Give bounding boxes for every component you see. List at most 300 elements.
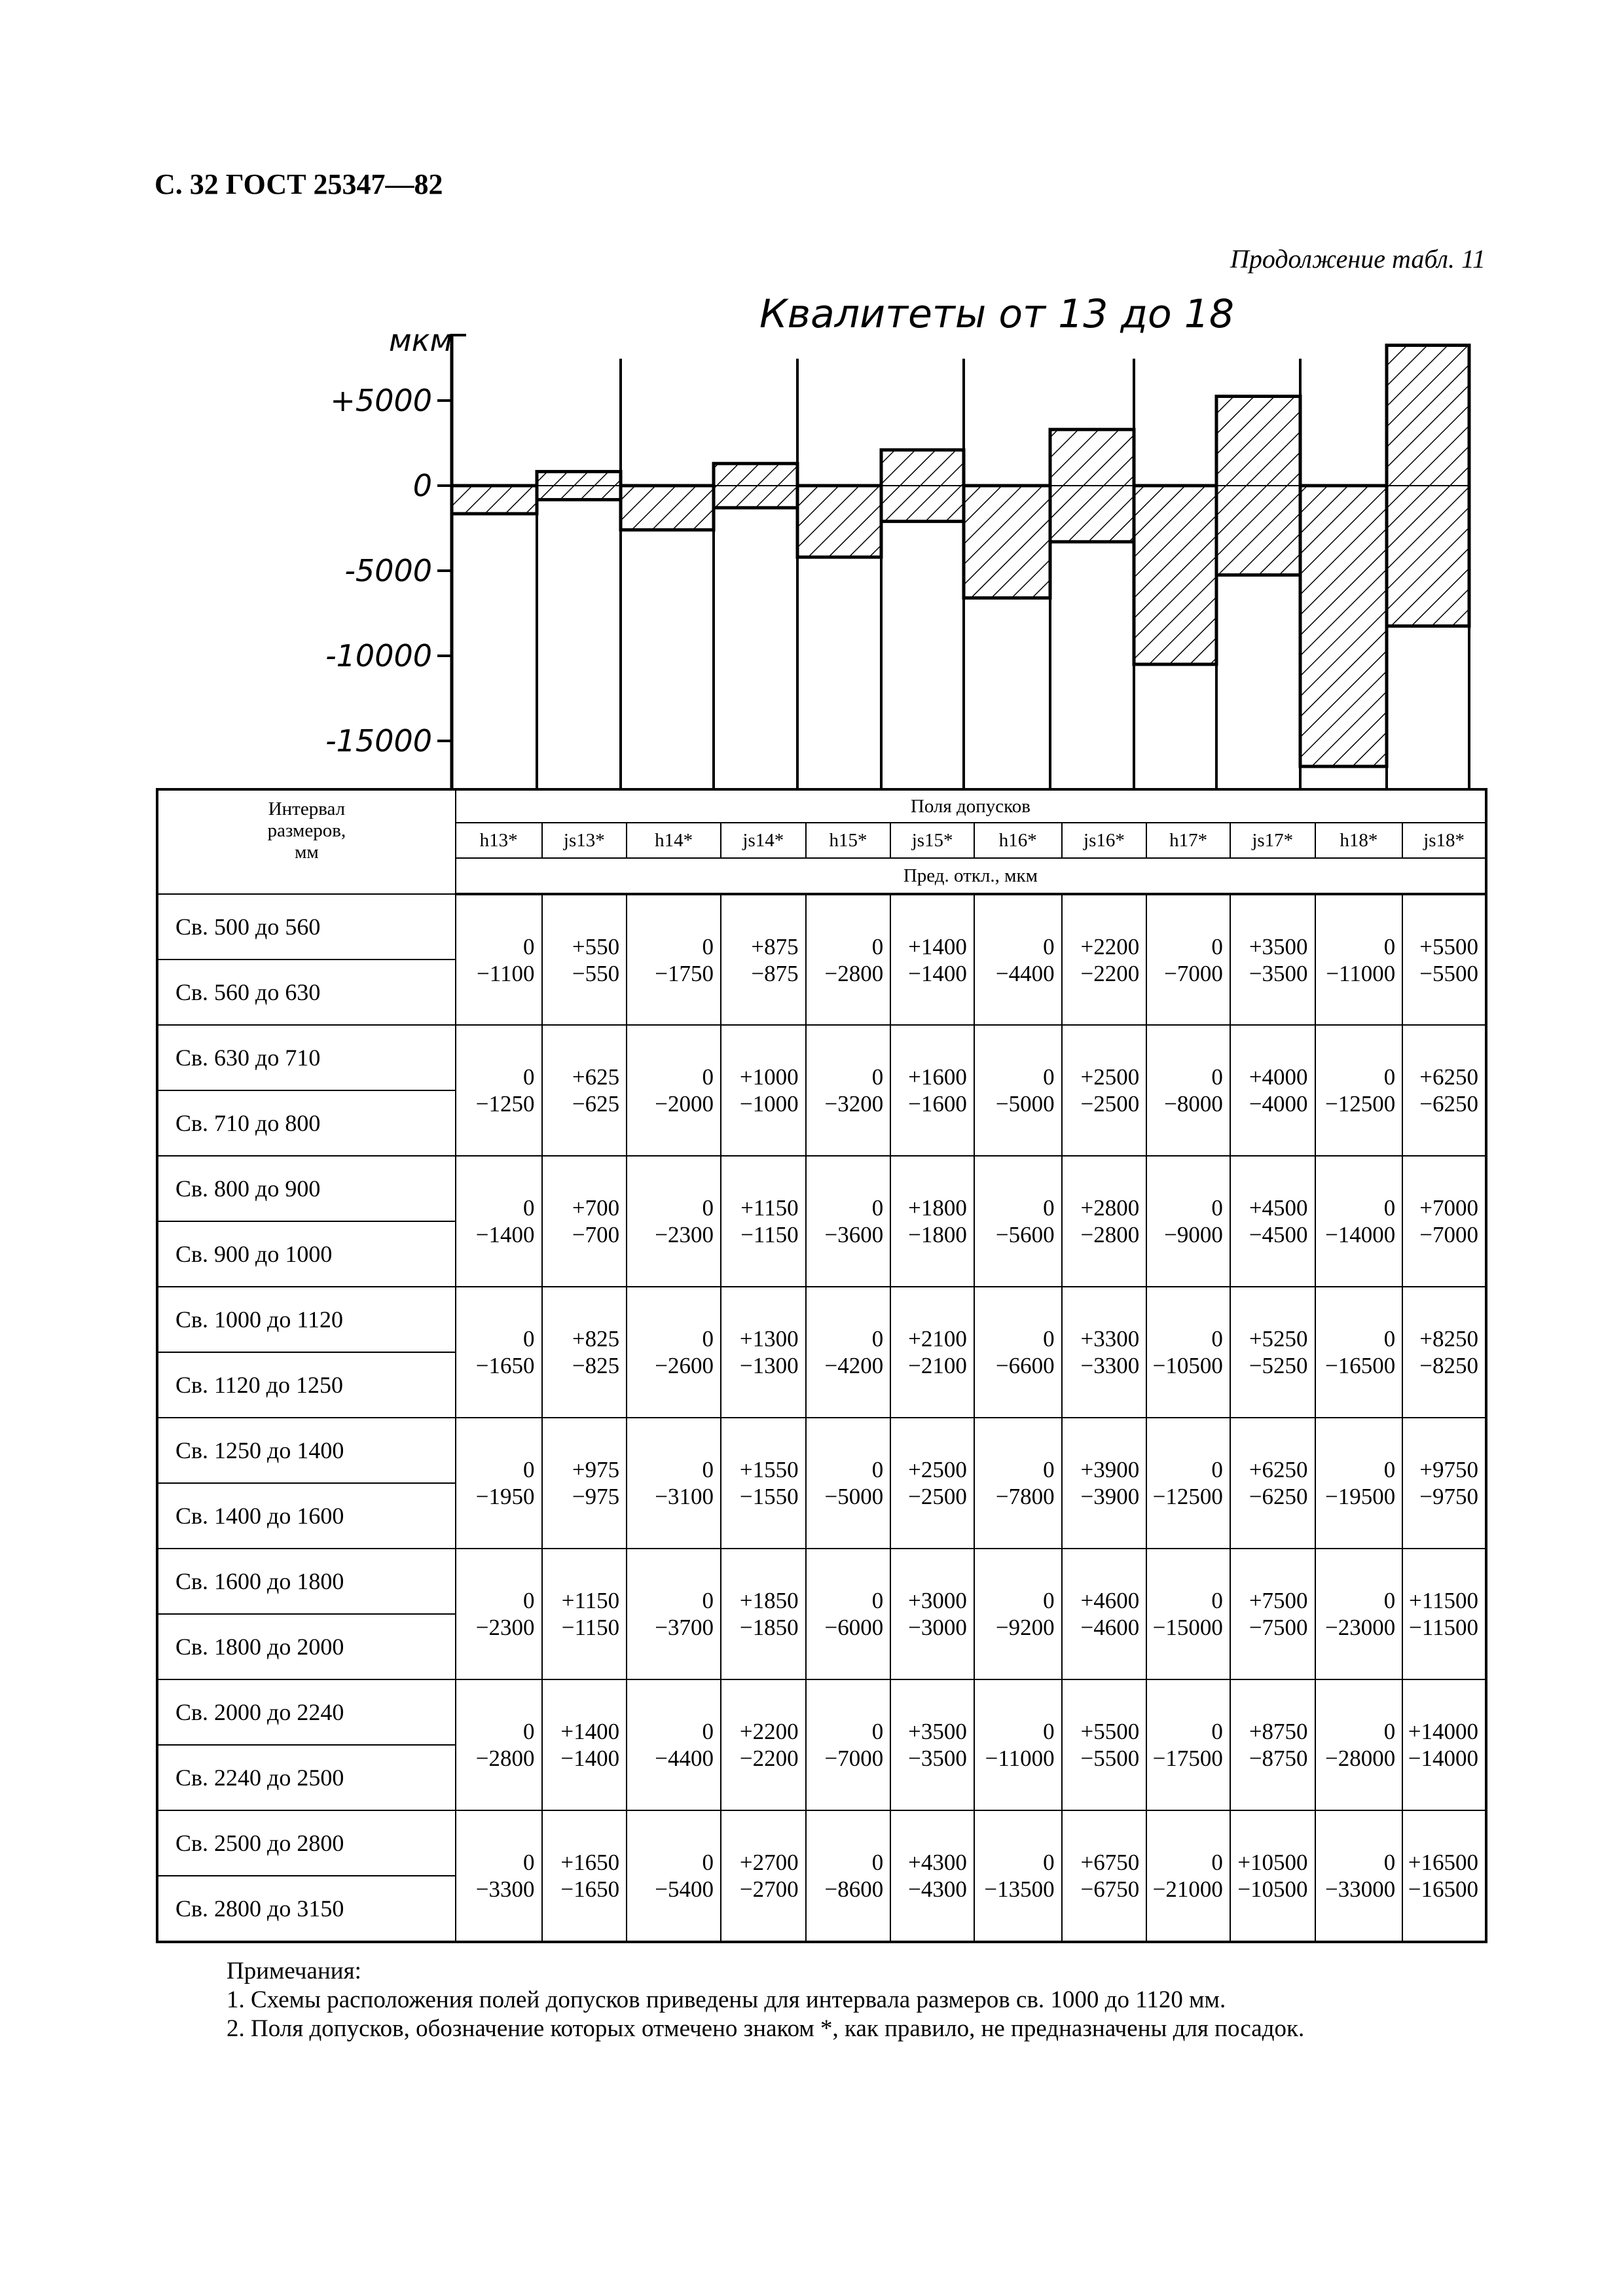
interval-header-line1: Интервал — [268, 798, 346, 819]
upper-deviation: 0 — [523, 1719, 535, 1744]
upper-deviation: +1550 — [739, 1457, 799, 1482]
lower-deviation: −1600 — [908, 1091, 967, 1117]
deviation-cell — [1315, 1156, 1403, 1287]
upper-deviation: +2200 — [1080, 933, 1140, 960]
upper-deviation: 0 — [1043, 1195, 1055, 1221]
upper-deviation: 0 — [702, 1719, 714, 1744]
lower-deviation: −4000 — [1249, 1091, 1308, 1117]
tolerance-bar-js13 — [537, 472, 621, 500]
lower-deviation: −6000 — [824, 1615, 884, 1640]
size-range: Св. 900 до 1000 — [157, 1221, 456, 1287]
tolerance-code: h13* — [456, 823, 542, 858]
interval-header-line2: размеров, — [267, 820, 346, 841]
upper-deviation: +8750 — [1249, 1719, 1308, 1744]
lower-deviation: −3200 — [824, 1091, 884, 1117]
upper-deviation: +1800 — [908, 1195, 967, 1221]
upper-deviation: +2800 — [1080, 1195, 1140, 1221]
lower-deviation: −5500 — [1419, 960, 1478, 986]
lower-deviation: −11500 — [1409, 1615, 1478, 1640]
lower-deviation: −5250 — [1249, 1353, 1308, 1378]
lower-deviation: −1950 — [475, 1484, 535, 1509]
upper-deviation: 0 — [702, 1195, 714, 1221]
upper-deviation: +10500 — [1237, 1850, 1308, 1875]
deviation-cell — [806, 1810, 891, 1942]
deviation-cell — [1062, 894, 1147, 1025]
deviation-cell — [890, 1025, 974, 1156]
upper-deviation: +6750 — [1080, 1850, 1140, 1875]
deviation-cell — [1230, 1287, 1315, 1418]
lower-deviation: −10500 — [1237, 1876, 1308, 1902]
deviation-cell — [627, 1287, 721, 1418]
deviation-cell — [806, 1679, 891, 1810]
tolerance-bar-js18 — [1387, 346, 1469, 626]
deviation-cell — [1315, 1025, 1403, 1156]
upper-deviation: 0 — [1383, 1588, 1396, 1613]
note-2: 2. Поля допусков, обозначение которых отмечено знаком *, как правило, не предназначены для посадок. — [227, 2015, 1305, 2042]
tolerance-table — [156, 788, 1487, 1943]
note-1: 1. Схемы расположения полей допусков приведены для интервала размеров св. 1000 до 1120 мм. — [227, 1986, 1226, 2013]
upper-deviation: +1650 — [560, 1850, 620, 1875]
deviation-cell — [1230, 1156, 1315, 1287]
table-row — [157, 1156, 1486, 1221]
lower-deviation: −17500 — [1152, 1746, 1223, 1771]
tolerance-code: h15* — [806, 823, 891, 858]
lower-deviation: −2800 — [1080, 1222, 1140, 1247]
upper-deviation: 0 — [702, 933, 714, 960]
lower-deviation: −23000 — [1325, 1615, 1396, 1640]
deviation-cell — [1062, 1549, 1147, 1679]
upper-deviation: +1400 — [908, 933, 967, 960]
lower-deviation: −1150 — [740, 1222, 799, 1247]
tolerance-bar-js17 — [1216, 397, 1300, 575]
upper-deviation: +14000 — [1408, 1719, 1478, 1744]
chart-title: Квалитеты от 13 до 18 — [759, 291, 1235, 337]
chart-bars — [452, 346, 1469, 789]
upper-deviation: 0 — [1043, 1457, 1055, 1482]
deviation-cell — [1315, 1810, 1403, 1942]
lower-deviation: −2200 — [1080, 960, 1140, 986]
upper-deviation: +700 — [572, 1195, 620, 1221]
upper-deviation: +3000 — [908, 1588, 967, 1613]
tolerance-bar-js15 — [881, 450, 964, 521]
deviation-cell — [1402, 1287, 1486, 1418]
lower-deviation: −10500 — [1152, 1353, 1223, 1378]
deviation-cell — [890, 1287, 974, 1418]
table-row — [157, 1025, 1486, 1090]
upper-deviation: +2200 — [739, 1719, 799, 1744]
upper-deviation: +5500 — [1080, 1719, 1140, 1744]
interval-header — [157, 789, 456, 894]
upper-deviation: +3900 — [1080, 1457, 1140, 1482]
lower-deviation: −11000 — [985, 1746, 1055, 1771]
lower-deviation: −2800 — [824, 960, 884, 986]
lower-deviation: −1300 — [739, 1353, 799, 1378]
table-row — [157, 1679, 1486, 1745]
lower-deviation: −8250 — [1419, 1353, 1478, 1378]
upper-deviation: 0 — [702, 1326, 714, 1352]
deviation-cell — [1402, 1418, 1486, 1549]
deviation-cell — [627, 1025, 721, 1156]
size-range: Св. 1250 до 1400 — [157, 1418, 456, 1483]
size-range: Св. 2800 до 3150 — [157, 1876, 456, 1942]
upper-deviation: +8250 — [1419, 1326, 1478, 1352]
upper-deviation: +3500 — [1249, 933, 1308, 960]
deviation-cell — [1146, 1549, 1230, 1679]
upper-deviation: 0 — [871, 1588, 884, 1613]
deviation-cell — [542, 1679, 627, 1810]
deviation-cell — [1315, 1418, 1403, 1549]
tolerance-bar-h15 — [797, 486, 881, 557]
tolerance-code: h18* — [1315, 823, 1403, 858]
lower-deviation: −16500 — [1408, 1876, 1478, 1902]
deviation-cell — [890, 1549, 974, 1679]
deviation-cell — [1402, 1549, 1486, 1679]
notes-title: Примечания: — [227, 1958, 361, 1984]
upper-deviation: 0 — [871, 1064, 884, 1090]
table-row — [157, 1287, 1486, 1352]
deviation-cell — [1402, 894, 1486, 1025]
upper-deviation: 0 — [1211, 1588, 1223, 1613]
deviation-cell — [542, 1810, 627, 1942]
deviation-cell — [1062, 1810, 1147, 1942]
size-range: Св. 1120 до 1250 — [157, 1352, 456, 1418]
deviation-cell — [1146, 1025, 1230, 1156]
deviation-cell — [1062, 1679, 1147, 1810]
upper-deviation: 0 — [523, 933, 535, 960]
table-row — [157, 1549, 1486, 1614]
upper-deviation: 0 — [871, 1719, 884, 1744]
tolerance-chart — [0, 0, 1623, 798]
upper-deviation: 0 — [871, 1850, 884, 1875]
upper-deviation: 0 — [702, 1588, 714, 1613]
lower-deviation: −15000 — [1152, 1615, 1223, 1640]
deviation-cell — [542, 1156, 627, 1287]
upper-deviation: 0 — [1043, 1326, 1055, 1352]
upper-deviation: +1150 — [561, 1588, 620, 1613]
lower-deviation: −1150 — [561, 1615, 620, 1640]
lower-deviation: −625 — [572, 1091, 620, 1117]
deviation-cell — [542, 1549, 627, 1679]
upper-deviation: +1150 — [740, 1195, 799, 1221]
lower-deviation: −5000 — [995, 1091, 1055, 1117]
upper-deviation: +1850 — [739, 1588, 799, 1613]
deviation-cell — [1062, 1418, 1147, 1549]
upper-deviation: 0 — [1383, 1457, 1396, 1482]
deviation-cell — [721, 1025, 806, 1156]
y-tick-label: 0 — [412, 468, 432, 503]
deviation-cell — [721, 894, 806, 1025]
tolerance-code: js18* — [1402, 823, 1486, 858]
lower-deviation: −21000 — [1152, 1876, 1223, 1902]
lower-deviation: −2800 — [475, 1746, 535, 1771]
upper-deviation: +4600 — [1080, 1588, 1140, 1613]
deviation-cell — [1146, 1679, 1230, 1810]
lower-deviation: −6250 — [1249, 1484, 1308, 1509]
upper-deviation: 0 — [523, 1195, 535, 1221]
page-header: С. 32 ГОСТ 25347—82 — [155, 168, 443, 200]
upper-deviation: +4000 — [1249, 1064, 1308, 1090]
lower-deviation: −3500 — [908, 1746, 967, 1771]
y-tick-label: -10000 — [325, 638, 432, 673]
lower-deviation: −700 — [572, 1222, 620, 1247]
lower-deviation: −9000 — [1164, 1222, 1223, 1247]
lower-deviation: −975 — [572, 1484, 620, 1509]
upper-deviation: +6250 — [1249, 1457, 1308, 1482]
upper-deviation: 0 — [1043, 1850, 1055, 1875]
deviation-cell — [974, 1418, 1062, 1549]
deviation-cell — [456, 1418, 542, 1549]
lower-deviation: −5500 — [1080, 1746, 1140, 1771]
lower-deviation: −3700 — [655, 1615, 714, 1640]
lower-deviation: −7000 — [1164, 960, 1223, 986]
upper-deviation: 0 — [1211, 1326, 1223, 1352]
deviation-cell — [1230, 1549, 1315, 1679]
upper-deviation: +1300 — [739, 1326, 799, 1352]
upper-deviation: 0 — [523, 1326, 535, 1352]
deviation-cell — [806, 1156, 891, 1287]
size-range: Св. 1000 до 1120 — [157, 1287, 456, 1352]
units-header: Пред. откл., мкм — [456, 858, 1486, 894]
lower-deviation: −3100 — [655, 1484, 714, 1509]
deviation-cell — [1062, 1287, 1147, 1418]
lower-deviation: −4400 — [655, 1746, 714, 1771]
lower-deviation: −1650 — [475, 1353, 535, 1378]
deviation-cell — [974, 1679, 1062, 1810]
deviation-cell — [1146, 1418, 1230, 1549]
tolerance-code: js16* — [1062, 823, 1147, 858]
lower-deviation: −9750 — [1419, 1484, 1478, 1509]
upper-deviation: +5500 — [1419, 933, 1478, 960]
upper-deviation: 0 — [1043, 1064, 1055, 1090]
lower-deviation: −2700 — [739, 1876, 799, 1902]
y-tick-label: -15000 — [325, 723, 432, 759]
lower-deviation: −4400 — [995, 960, 1055, 986]
lower-deviation: −8000 — [1164, 1091, 1223, 1117]
size-range: Св. 2000 до 2240 — [157, 1679, 456, 1745]
deviation-cell — [627, 1810, 721, 1942]
upper-deviation: +2700 — [739, 1850, 799, 1875]
lower-deviation: −7000 — [824, 1746, 884, 1771]
deviation-cell — [1315, 1287, 1403, 1418]
upper-deviation: +625 — [572, 1064, 620, 1090]
lower-deviation: −7500 — [1249, 1615, 1308, 1640]
continuation-label: Продолжение табл. 11 — [1230, 244, 1486, 274]
lower-deviation: −1650 — [560, 1876, 620, 1902]
tolerance-bar-js16 — [1050, 429, 1134, 542]
upper-deviation: 0 — [1043, 1588, 1055, 1613]
lower-deviation: −14000 — [1325, 1222, 1396, 1247]
deviation-cell — [1402, 1156, 1486, 1287]
lower-deviation: −3600 — [824, 1222, 884, 1247]
deviation-cell — [1146, 1156, 1230, 1287]
upper-deviation: 0 — [871, 1195, 884, 1221]
upper-deviation: 0 — [1043, 933, 1055, 960]
deviation-cell — [542, 1287, 627, 1418]
lower-deviation: −2500 — [908, 1484, 967, 1509]
lower-deviation: −1000 — [739, 1091, 799, 1117]
deviation-cell — [890, 894, 974, 1025]
deviation-cell — [1230, 894, 1315, 1025]
table-row — [157, 894, 1486, 960]
lower-deviation: −5600 — [995, 1222, 1055, 1247]
size-range: Св. 1600 до 1800 — [157, 1549, 456, 1614]
deviation-cell — [721, 1679, 806, 1810]
deviation-cell — [1230, 1810, 1315, 1942]
tolerance-bar-js14 — [714, 463, 797, 508]
lower-deviation: −7000 — [1419, 1222, 1478, 1247]
lower-deviation: −6600 — [995, 1353, 1055, 1378]
lower-deviation: −33000 — [1325, 1876, 1396, 1902]
lower-deviation: −1750 — [655, 960, 714, 986]
lower-deviation: −3300 — [1080, 1353, 1140, 1378]
upper-deviation: 0 — [702, 1457, 714, 1482]
upper-deviation: 0 — [1211, 933, 1223, 960]
lower-deviation: −14000 — [1408, 1746, 1478, 1771]
upper-deviation: +550 — [572, 933, 620, 960]
upper-deviation: +3300 — [1080, 1326, 1140, 1352]
upper-deviation: +1400 — [560, 1719, 620, 1744]
deviation-cell — [806, 894, 891, 1025]
lower-deviation: −16500 — [1325, 1353, 1396, 1378]
upper-deviation: +4300 — [908, 1850, 967, 1875]
deviation-cell — [1146, 1810, 1230, 1942]
lower-deviation: −2200 — [739, 1746, 799, 1771]
upper-deviation: +16500 — [1408, 1850, 1478, 1875]
lower-deviation: −1550 — [739, 1484, 799, 1509]
deviation-cell — [1062, 1025, 1147, 1156]
deviation-cell — [542, 894, 627, 1025]
upper-deviation: 0 — [523, 1588, 535, 1613]
deviation-cell — [806, 1025, 891, 1156]
size-range: Св. 2500 до 2800 — [157, 1810, 456, 1876]
deviation-cell — [542, 1025, 627, 1156]
upper-deviation: +825 — [572, 1326, 620, 1352]
deviation-cell — [456, 1025, 542, 1156]
deviation-cell — [721, 1549, 806, 1679]
deviation-cell — [1402, 1679, 1486, 1810]
lower-deviation: −2600 — [655, 1353, 714, 1378]
deviation-cell — [456, 894, 542, 1025]
deviation-cell — [974, 1810, 1062, 1942]
upper-deviation: 0 — [1211, 1850, 1223, 1875]
lower-deviation: −13500 — [984, 1876, 1055, 1902]
tolerance-code: h17* — [1146, 823, 1230, 858]
upper-deviation: +6250 — [1419, 1064, 1478, 1090]
deviation-cell — [974, 1156, 1062, 1287]
size-range: Св. 710 до 800 — [157, 1090, 456, 1156]
upper-deviation: 0 — [1211, 1195, 1223, 1221]
lower-deviation: −2100 — [908, 1353, 967, 1378]
upper-deviation: +9750 — [1419, 1457, 1478, 1482]
y-axis-unit: мкм — [389, 323, 453, 358]
deviation-cell — [627, 1156, 721, 1287]
lower-deviation: −19500 — [1325, 1484, 1396, 1509]
upper-deviation: +2100 — [908, 1326, 967, 1352]
upper-deviation: +3500 — [908, 1719, 967, 1744]
deviation-cell — [1230, 1025, 1315, 1156]
lower-deviation: −9200 — [995, 1615, 1055, 1640]
upper-deviation: 0 — [1383, 933, 1396, 960]
deviation-cell — [1402, 1025, 1486, 1156]
fields-header: Поля допусков — [456, 789, 1486, 823]
lower-deviation: −5000 — [824, 1484, 884, 1509]
tolerance-bar-h17 — [1134, 486, 1216, 664]
deviation-cell — [721, 1156, 806, 1287]
deviation-cell — [806, 1549, 891, 1679]
size-range: Св. 630 до 710 — [157, 1025, 456, 1090]
lower-deviation: −4200 — [824, 1353, 884, 1378]
tolerance-code: js14* — [721, 823, 806, 858]
upper-deviation: 0 — [523, 1457, 535, 1482]
upper-deviation: +975 — [572, 1457, 620, 1482]
lower-deviation: −1100 — [477, 960, 535, 986]
upper-deviation: 0 — [1383, 1850, 1396, 1875]
lower-deviation: −4300 — [908, 1876, 967, 1902]
upper-deviation: +7500 — [1249, 1588, 1308, 1613]
lower-deviation: −4500 — [1249, 1222, 1308, 1247]
deviation-cell — [456, 1810, 542, 1942]
lower-deviation: −2000 — [655, 1091, 714, 1117]
deviation-cell — [542, 1418, 627, 1549]
lower-deviation: −1850 — [739, 1615, 799, 1640]
deviation-cell — [456, 1287, 542, 1418]
deviation-cell — [721, 1418, 806, 1549]
lower-deviation: −4600 — [1080, 1615, 1140, 1640]
deviation-cell — [974, 1025, 1062, 1156]
size-range: Св. 560 до 630 — [157, 960, 456, 1025]
tolerance-code: js17* — [1230, 823, 1315, 858]
upper-deviation: 0 — [1211, 1719, 1223, 1744]
lower-deviation: −550 — [572, 960, 620, 986]
upper-deviation: +4500 — [1249, 1195, 1308, 1221]
lower-deviation: −28000 — [1325, 1746, 1396, 1771]
deviation-cell — [974, 894, 1062, 1025]
deviation-cell — [627, 1679, 721, 1810]
upper-deviation: 0 — [871, 1457, 884, 1482]
upper-deviation: +2500 — [908, 1457, 967, 1482]
lower-deviation: −12500 — [1152, 1484, 1223, 1509]
lower-deviation: −8600 — [824, 1876, 884, 1902]
upper-deviation: +11500 — [1409, 1588, 1478, 1613]
deviation-cell — [1146, 894, 1230, 1025]
upper-deviation: 0 — [1211, 1064, 1223, 1090]
deviation-cell — [890, 1418, 974, 1549]
upper-deviation: 0 — [1383, 1195, 1396, 1221]
upper-deviation: +5250 — [1249, 1326, 1308, 1352]
upper-deviation: 0 — [871, 933, 884, 960]
upper-deviation: +875 — [751, 933, 799, 960]
deviation-cell — [1230, 1418, 1315, 1549]
lower-deviation: −5400 — [655, 1876, 714, 1902]
deviation-cell — [806, 1418, 891, 1549]
tolerance-code: js13* — [542, 823, 627, 858]
size-range: Св. 1400 до 1600 — [157, 1483, 456, 1549]
tolerance-bar-h13 — [452, 486, 537, 514]
size-range: Св. 500 до 560 — [157, 894, 456, 960]
lower-deviation: −6750 — [1080, 1876, 1140, 1902]
y-tick-label: +5000 — [330, 383, 432, 418]
upper-deviation: 0 — [1043, 1719, 1055, 1744]
upper-deviation: +7000 — [1419, 1195, 1478, 1221]
deviation-cell — [627, 1418, 721, 1549]
lower-deviation: −1400 — [908, 960, 967, 986]
deviation-cell — [890, 1156, 974, 1287]
deviation-cell — [721, 1287, 806, 1418]
upper-deviation: +1600 — [908, 1064, 967, 1090]
lower-deviation: −2300 — [655, 1222, 714, 1247]
upper-deviation: 0 — [523, 1064, 535, 1090]
upper-deviation: 0 — [1383, 1719, 1396, 1744]
